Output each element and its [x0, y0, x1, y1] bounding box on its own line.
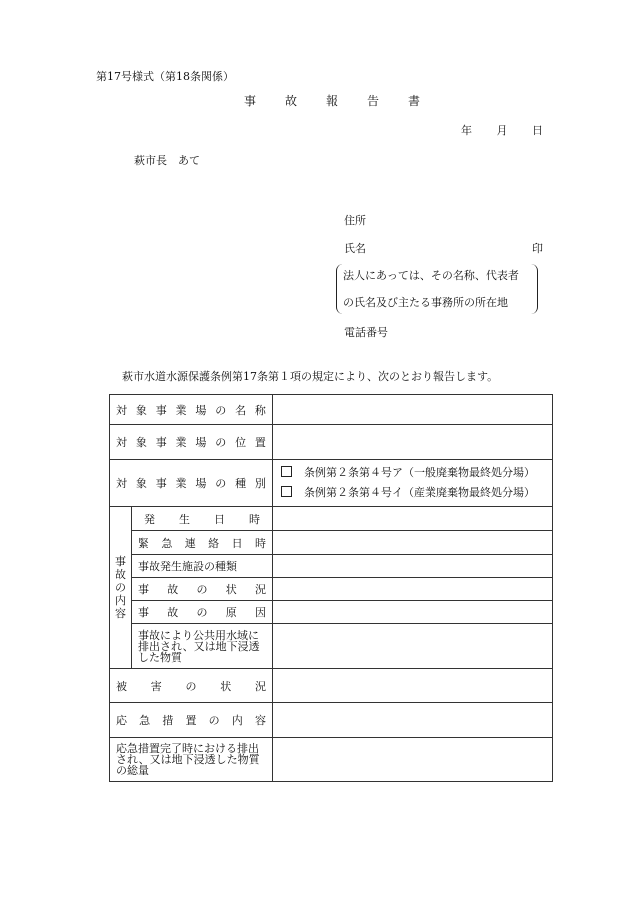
addressee: 萩市長 あて [134, 154, 200, 167]
facility-location-field[interactable] [273, 425, 553, 460]
facility-name-field[interactable] [273, 395, 553, 425]
accident-status-label: 事 故 の 状 況 [132, 578, 273, 601]
type-option-a[interactable]: 条例第２条第４号ア（一般廃棄物最終処分場） [281, 463, 544, 483]
emergency-contact-datetime-field[interactable] [273, 531, 553, 555]
total-discharged-field[interactable] [273, 738, 553, 782]
occurrence-datetime-label: 発 生 日 時 [132, 507, 273, 531]
address-label: 住所 [344, 214, 366, 227]
date-year: 年 [461, 124, 472, 137]
facility-type-options [273, 460, 553, 507]
checkbox[interactable] [281, 466, 292, 477]
occurrence-datetime-field[interactable] [273, 507, 553, 531]
discharged-substance-label: 事故により公共用水域に排出され、又は地下浸透した物質 [132, 624, 273, 669]
title-char: 告 [366, 94, 379, 108]
corporate-note-line2: の氏名及び主たる事務所の所在地 [343, 296, 508, 309]
accident-facility-type-field[interactable] [273, 555, 553, 578]
document-title [244, 92, 420, 109]
title-char: 事 [244, 94, 257, 108]
title-char: 故 [284, 94, 297, 108]
accident-cause-label: 事 故 の 原 因 [132, 601, 273, 624]
title-char: 書 [407, 94, 420, 108]
phone-label: 電話番号 [344, 326, 388, 339]
damage-status-label: 被 害 の 状 況 [110, 669, 273, 703]
date-line [461, 122, 543, 138]
report-table [109, 394, 553, 782]
accident-content-group-label: 事 故 の 内 容 [110, 507, 132, 669]
checkbox[interactable] [281, 486, 292, 497]
title-char: 報 [325, 94, 338, 108]
discharged-substance-field[interactable] [273, 624, 553, 669]
accident-status-field[interactable] [273, 578, 553, 601]
damage-status-field[interactable] [273, 669, 553, 703]
emergency-measures-label: 応 急 措 置 の 内 容 [110, 703, 273, 738]
emergency-contact-datetime-label: 緊 急 連 絡 日 時 [132, 531, 273, 555]
type-option-b[interactable]: 条例第２条第４号イ（産業廃棄物最終処分場） [281, 483, 544, 503]
intro-text: 萩市水道水源保護条例第17条第１項の規定により、次のとおり報告します。 [122, 370, 499, 383]
date-month: 月 [496, 124, 508, 137]
accident-facility-type-label: 事故発生施設の種類 [132, 555, 273, 578]
form-number: 第17号様式（第18条関係） [96, 70, 234, 83]
date-day: 日 [532, 124, 543, 137]
corporate-note-line1: 法人にあっては、その名称、代表者 [343, 269, 519, 282]
total-discharged-label: 応急措置完了時における排出され、又は地下浸透した物質の総量 [110, 738, 273, 782]
facility-type-label: 対 象 事 業 場 の 種 別 [110, 460, 273, 507]
facility-location-label: 対 象 事 業 場 の 位 置 [110, 425, 273, 460]
facility-name-label: 対 象 事 業 場 の 名 称 [110, 395, 273, 425]
accident-cause-field[interactable] [273, 601, 553, 624]
seal-mark: 印 [532, 242, 543, 255]
name-label: 氏名 [344, 242, 366, 255]
emergency-measures-field[interactable] [273, 703, 553, 738]
